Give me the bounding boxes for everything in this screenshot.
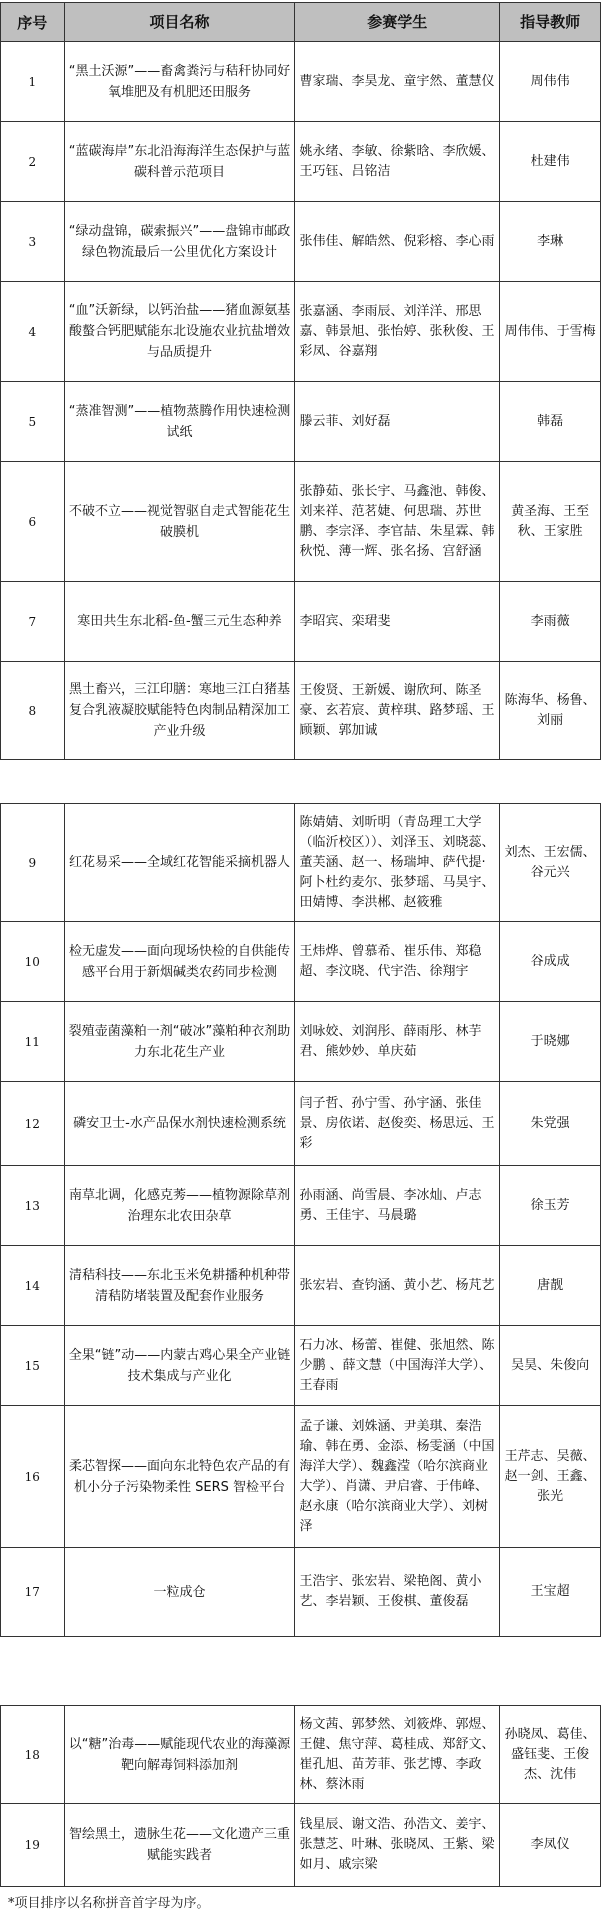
row-teacher: 唐靓 (500, 1246, 601, 1326)
row-seq: 13 (1, 1166, 65, 1246)
row-teacher: 杜建伟 (500, 122, 601, 202)
row-teacher: 周伟伟 (500, 42, 601, 122)
row-teacher: 孙晓凤、葛佳、盛钰斐、王俊杰、沈伟 (500, 1706, 601, 1804)
row-students: 滕云菲、刘好磊 (295, 382, 500, 462)
row-seq: 9 (1, 804, 65, 922)
row-students: 张伟佳、解皓然、倪彩榕、李心雨 (295, 202, 500, 282)
table-row (1, 202, 601, 282)
row-students: 张静茹、张长宇、马鑫池、韩俊、刘来祥、范茗婕、何思瑞、苏世鹏、李宗泽、李官喆、朱星霖、韩秋悦、薄一辉、张名扬、宫舒涵 (295, 462, 500, 582)
row-seq: 18 (1, 1706, 65, 1804)
row-students: 王浩宇、张宏岩、梁艳阁、黄小艺、李岩颖、王俊棋、董俊磊 (295, 1548, 500, 1637)
row-teacher: 周伟伟、于雪梅 (500, 282, 601, 382)
row-project-name: “蓝碳海岸”东北沿海海洋生态保护与蓝碳科普示范项目 (64, 122, 295, 202)
row-project-name: 裂殖壶菌藻粕一剂“破冰”藻粕种衣剂助力东北花生产业 (64, 1002, 295, 1082)
row-project-name: “黑土沃源”——畜禽粪污与秸秆协同好氧堆肥及有机肥还田服务 (64, 42, 295, 122)
row-students: 钱星辰、谢文浩、孙浩文、姜宇、张慧芝、叶琳、张晓凤、王紫、梁如月、戚宗梁 (295, 1804, 500, 1887)
table-row (1, 462, 601, 582)
row-teacher: 吴昊、朱俊向 (500, 1326, 601, 1406)
table-row (1, 122, 601, 202)
row-teacher: 李琳 (500, 202, 601, 282)
row-project-name: 磷安卫士-水产品保水剂快速检测系统 (64, 1082, 295, 1166)
row-project-name: 不破不立——视觉智驱自走式智能花生破膜机 (64, 462, 295, 582)
row-students: 王炜烨、曾慕希、崔乐伟、郑稳超、李汶晓、代宇浩、徐翔宇 (295, 922, 500, 1002)
row-seq: 12 (1, 1082, 65, 1166)
header-project-name: 项目名称 (64, 3, 295, 42)
row-students: 闫子哲、孙宁雪、孙宇涵、张佳景、房依诺、赵俊奕、杨思远、王彩 (295, 1082, 500, 1166)
row-students: 张宏岩、查钧涵、黄小艺、杨芃艺 (295, 1246, 500, 1326)
footnote: *项目排序以名称拼音首字母为序。 (8, 1896, 210, 1911)
row-students: 曹家瑞、李昊龙、童宇然、董慧仪 (295, 42, 500, 122)
row-teacher: 谷成成 (500, 922, 601, 1002)
row-project-name: 南草北调，化感克莠——植物源除草剂治理东北农田杂草 (64, 1166, 295, 1246)
table-row (1, 1406, 601, 1548)
row-seq: 16 (1, 1406, 65, 1548)
row-students: 陈婧婧、刘昕明（青岛理工大学（临沂校区））、刘泽玉、刘晓蕊、董芙涵、赵一、杨瑞坤、萨代提·阿卜杜约麦尔、张梦瑶、马昊宇、田婧博、李洪郴、赵筱雅 (295, 804, 500, 922)
row-teacher: 王宝超 (500, 1548, 601, 1637)
table-row (1, 1082, 601, 1166)
row-project-name: 柔芯智探——面向东北特色农产品的有机小分子污染物柔性 SERS 智检平台 (64, 1406, 295, 1548)
row-seq: 4 (1, 282, 65, 382)
header-seq: 序号 (1, 3, 65, 42)
header-teacher: 指导教师 (500, 3, 601, 42)
header-row (1, 3, 601, 42)
row-project-name: “绿动盘锦，碳索振兴”——盘锦市邮政绿色物流最后一公里优化方案设计 (64, 202, 295, 282)
row-project-name: 红花易采——全域红花智能采摘机器人 (64, 804, 295, 922)
row-teacher: 徐玉芳 (500, 1166, 601, 1246)
row-teacher: 陈海华、杨鲁、刘丽 (500, 662, 601, 760)
row-teacher: 王芹志、吴薇、赵一剑、王鑫、张光 (500, 1406, 601, 1548)
row-project-name: 智绘黑土，遗脉生花——文化遗产三重赋能实践者 (64, 1804, 295, 1887)
project-table-part-1 (0, 2, 601, 760)
row-students: 李昭宾、栾珺斐 (295, 582, 500, 662)
row-seq: 1 (1, 42, 65, 122)
row-seq: 2 (1, 122, 65, 202)
table-row (1, 382, 601, 462)
table-row (1, 1804, 601, 1887)
row-project-name: 检无虚发——面向现场快检的自供能传感平台用于新烟碱类农药同步检测 (64, 922, 295, 1002)
project-table-part-3 (0, 1705, 601, 1887)
row-students: 孟子谦、刘姝涵、尹美琪、秦浩瑜、韩在勇、金添、杨雯涵（中国海洋大学）、魏鑫滢（哈尔滨商业大学）、肖潇、尹启睿、于伟峰、赵永康（哈尔滨商业大学）、刘树泽 (295, 1406, 500, 1548)
table-row (1, 804, 601, 922)
row-seq: 14 (1, 1246, 65, 1326)
table-row (1, 1166, 601, 1246)
row-seq: 11 (1, 1002, 65, 1082)
row-students: 姚永绪、李敏、徐紫晗、李欣媛、王巧钰、吕铭洁 (295, 122, 500, 202)
header-students: 参赛学生 (295, 3, 500, 42)
row-teacher: 朱党强 (500, 1082, 601, 1166)
table-row (1, 1246, 601, 1326)
row-students: 刘咏姣、刘润彤、薛雨彤、林芋君、熊妙妙、单庆茹 (295, 1002, 500, 1082)
table-row (1, 1548, 601, 1637)
table-row (1, 42, 601, 122)
row-project-name: 寒田共生东北稻-鱼-蟹三元生态种养 (64, 582, 295, 662)
table-row (1, 1002, 601, 1082)
row-students: 杨文茜、郭梦然、刘筱烨、郭煜、王健、焦守萍、葛桂成、郑舒文、崔孔旭、苗芳菲、张艺博、李政林、蔡沐雨 (295, 1706, 500, 1804)
row-project-name: “蒸准智测”——植物蒸腾作用快速检测试纸 (64, 382, 295, 462)
row-teacher: 李凤仪 (500, 1804, 601, 1887)
row-seq: 6 (1, 462, 65, 582)
table-row (1, 582, 601, 662)
row-project-name: 清秸科技——东北玉米免耕播种机种带清秸防堵装置及配套作业服务 (64, 1246, 295, 1326)
row-seq: 7 (1, 582, 65, 662)
table-row (1, 662, 601, 760)
row-students: 孙雨涵、尚雪晨、李冰灿、卢志勇、王佳宇、马晨璐 (295, 1166, 500, 1246)
project-table-part-2 (0, 803, 601, 1637)
row-seq: 8 (1, 662, 65, 760)
row-seq: 3 (1, 202, 65, 282)
row-seq: 10 (1, 922, 65, 1002)
row-project-name: “血”沃新绿，以钙治盐——猪血源氨基酸螯合钙肥赋能东北设施农业抗盐增效与品质提升 (64, 282, 295, 382)
row-project-name: 黑土畜兴，三江印膳：寒地三江白猪基复合乳液凝胶赋能特色肉制品精深加工产业升级 (64, 662, 295, 760)
table-row (1, 1706, 601, 1804)
table-row (1, 282, 601, 382)
row-teacher: 李雨薇 (500, 582, 601, 662)
row-teacher: 刘杰、王宏儒、谷元兴 (500, 804, 601, 922)
row-teacher: 于晓娜 (500, 1002, 601, 1082)
row-project-name: 以“糖”治毒——赋能现代农业的海藻源靶向解毒饲料添加剂 (64, 1706, 295, 1804)
row-seq: 15 (1, 1326, 65, 1406)
row-teacher: 韩磊 (500, 382, 601, 462)
table-row (1, 1326, 601, 1406)
row-project-name: 一粒成仓 (64, 1548, 295, 1637)
row-teacher: 黄圣海、王至秋、王家胜 (500, 462, 601, 582)
row-seq: 17 (1, 1548, 65, 1637)
row-project-name: 全果“链”动——内蒙古鸡心果全产业链技术集成与产业化 (64, 1326, 295, 1406)
row-students: 王俊贤、王新媛、谢欣珂、陈圣豪、玄若宸、黄梓琪、路梦瑶、王顾颖、郭加诚 (295, 662, 500, 760)
row-seq: 5 (1, 382, 65, 462)
row-students: 张嘉涵、李雨辰、刘洋洋、邢思嘉、韩景旭、张怡婷、张秋俊、王彩凤、谷嘉翔 (295, 282, 500, 382)
row-seq: 19 (1, 1804, 65, 1887)
row-students: 石力冰、杨蕾、崔健、张旭然、陈少鹏 、薛文慧（中国海洋大学）、王春雨 (295, 1326, 500, 1406)
table-row (1, 922, 601, 1002)
